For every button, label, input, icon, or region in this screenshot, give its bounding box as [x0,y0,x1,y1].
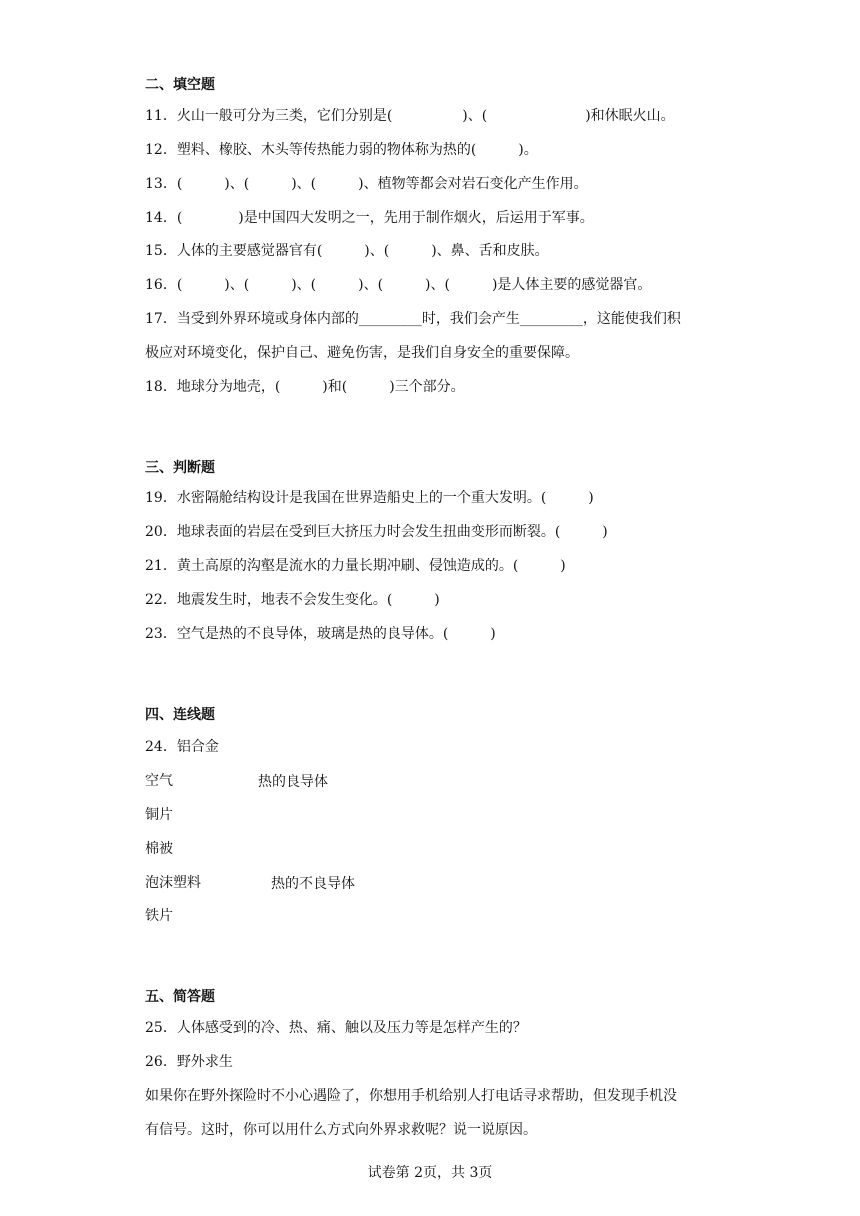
section-title-match: 四、连线题 [145,707,215,723]
question-22: 22．地震发生时，地表不会发生变化。( ) [145,592,440,608]
question-11: 11．火山一般可分为三类，它们分别是( )、( )和休眠火山。 [145,108,675,124]
match-left-item: 棉被 [145,841,173,857]
question-17-line2: 极应对环境变化，保护自己、避免伤害，是我们自身安全的重要保障。 [145,345,579,361]
question-16: 16．( )、( )、( )、( )、( )是人体主要的感觉器官。 [145,277,652,293]
section-title-short: 五、简答题 [145,989,215,1005]
question-12: 12．塑料、橡胶、木头等传热能力弱的物体称为热的( )。 [145,142,538,158]
match-left-item: 铜片 [145,807,173,823]
question-14: 14．( )是中国四大发明之一，先用于制作烟火，后运用于军事。 [145,210,594,226]
match-left-item: 铁片 [145,908,173,924]
question-26: 26．野外求生 [145,1054,233,1070]
question-25: 25．人体感受到的冷、热、痛、触以及压力等是怎样产生的？ [145,1020,527,1036]
question-19: 19．水密隔舱结构设计是我国在世界造船史上的一个重大发明。( ) [145,490,594,506]
match-left-item: 泡沫塑料 [145,875,201,891]
section-title-judge: 三、判断题 [145,460,215,476]
match-right-item: 热的不良导体 [271,876,355,892]
question-21: 21．黄土高原的沟壑是流水的力量长期冲刷、侵蚀造成的。( ) [145,558,566,574]
question-26-text-line1: 如果你在野外探险时不小心遇险了，你想用手机给别人打电话寻求帮助，但发现手机没 [145,1088,677,1104]
question-17-line1: 17．当受到外界环境或身体内部的_________时，我们会产生_________，这能使我们积 [145,311,681,327]
question-15: 15．人体的主要感觉器官有( )、( )、鼻、舌和皮肤。 [145,243,549,259]
section-title-fill: 二、填空题 [145,77,215,93]
question-23: 23．空气是热的不良导体，玻璃是热的良导体。( ) [145,626,496,642]
question-24: 24．铝合金 [145,739,219,755]
match-left-item: 空气 [145,773,173,789]
question-20: 20．地球表面的岩层在受到巨大挤压力时会发生扭曲变形而断裂。( ) [145,524,608,540]
question-18: 18．地球分为地壳，( )和( )三个部分。 [145,379,465,395]
match-right-item: 热的良导体 [258,774,328,790]
page-footer: 试卷第 2页，共 3页 [367,1165,493,1181]
question-13: 13．( )、( )、( )、植物等都会对岩石变化产生作用。 [145,176,588,192]
question-26-text-line2: 有信号。这时，你可以用什么方式向外界求救呢？说一说原因。 [145,1122,537,1138]
